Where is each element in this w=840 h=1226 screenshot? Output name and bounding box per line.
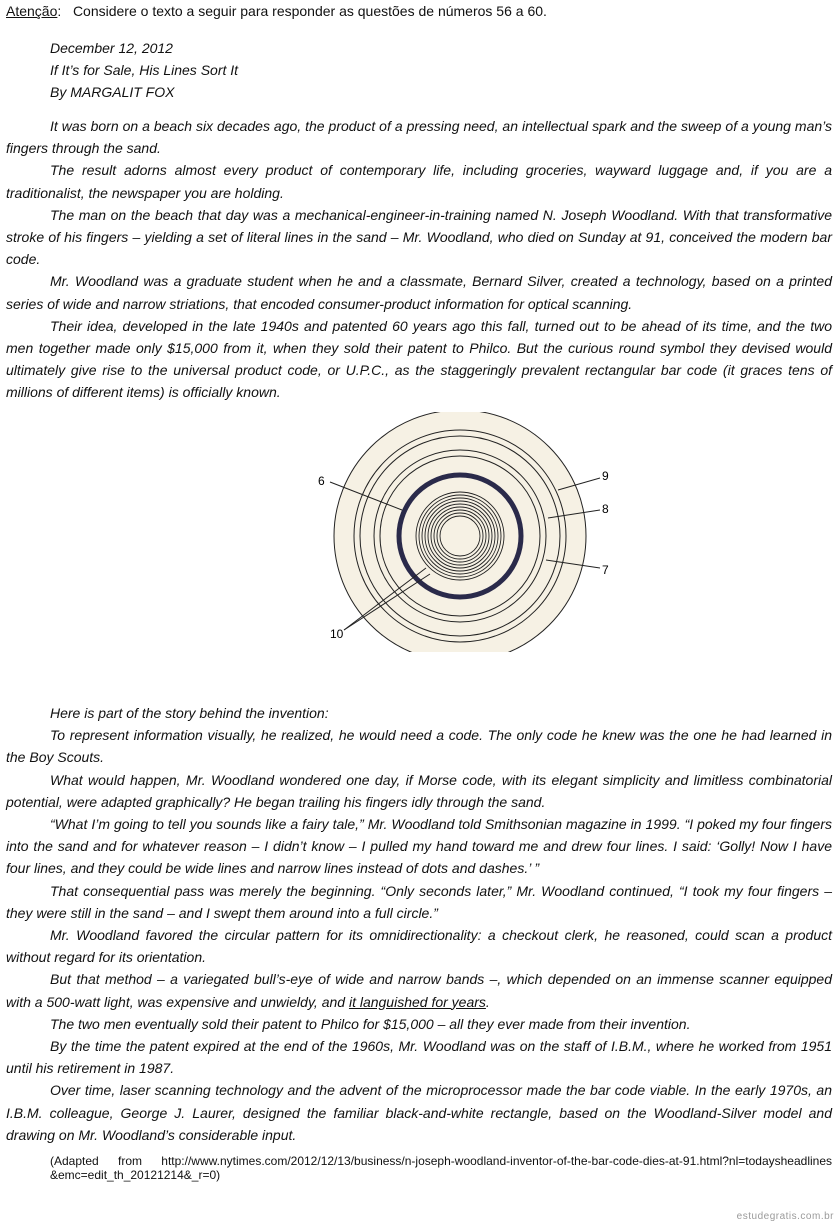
watermark: estudegratis.com.br (736, 1211, 834, 1222)
article-header (50, 37, 238, 103)
exam-instruction: Atenção: Considere o texto a seguir para responder as questões de números 56 a 60. (6, 3, 547, 19)
figure-label-6: 6 (318, 474, 325, 488)
article-date: December 12, 2012 (50, 40, 173, 56)
underlined-phrase: it languished for years (348, 993, 486, 1010)
paragraph: To represent information visually, he realized, he would need a code. The only code he knew was the one he had learned in the Boy Scouts. (6, 727, 832, 766)
paragraph: The two men eventually sold their patent to Philco for $15,000 – all they ever made from their invention. (50, 1015, 691, 1032)
paragraph: “What I’m going to tell you sounds like a fairy tale,” Mr. Woodland told Smithsonian magazine in 1999. “I poked my four fingers into the sand and for whatever reason – I didn’t know – I pulled my hand toward me and drew four lines. I said: ‘Golly! Now I have four lines, and they could be wide lines and narrow lines instead of dots and dashes.’ ” (6, 816, 832, 877)
article-body-part-1 (6, 115, 832, 404)
figure-label-8: 8 (602, 502, 609, 516)
paragraph: The man on the beach that day was a mechanical-engineer-in-training named N. Joseph Woodland. With that transformative stroke of his fingers – yielding a set of literal lines in the sand – Mr. Woodland, who died on Sunday at 91, conceived the modern bar code. (6, 206, 832, 268)
paragraph: Over time, laser scanning technology and the advent of the microprocessor made the bar code viable. In the early 1970s, an I.B.M. colleague, George J. Laurer, designed the familiar black-and-white rectangle, based on the Woodland-Silver model and drawing on Mr. Woodland’s considerable input. (6, 1082, 832, 1143)
paragraph: The result adorns almost every product of contemporary life, including groceries, wayward luggage and, if you are a traditionalist, the newspaper you are holding. (6, 162, 832, 201)
figure-label-10: 10 (330, 627, 344, 641)
source-citation: (Adapted from http://www.nytimes.com/2012/12/13/business/n-joseph-woodland-inventor-of-the-bar-code-dies-at-91.html?nl=todaysheadlines &emc=edit_th_20121214&_r=0) (50, 1154, 832, 1182)
attention-label: Atenção (6, 3, 58, 19)
paragraph: It was born on a beach six decades ago, the product of a pressing need, an intellectual spark and the sweep of a young man’s fingers through the sand. (6, 118, 832, 157)
article-title: If It’s for Sale, His Lines Sort It (50, 62, 239, 78)
bullseye-barcode-figure (306, 412, 626, 652)
instruction-text: Considere o texto a seguir para responder as questões de números 56 a 60. (72, 3, 547, 19)
paragraph: What would happen, Mr. Woodland wondered one day, if Morse code, with its elegant simplicity and limitless combinatorial potential, were adapted graphically? He began trailing his fingers idly through the sand. (6, 771, 832, 810)
paragraph: Mr. Woodland favored the circular pattern for its omnidirectionality: a checkout clerk, he reasoned, could scan a product without regard for its orientation. (6, 927, 832, 966)
article-author: By MARGALIT FOX (50, 84, 175, 100)
paragraph: That consequential pass was merely the beginning. “Only seconds later,” Mr. Woodland continued, “I took my four fingers – they were still in the sand – and I swept them around into a full circle.” (6, 882, 832, 921)
paragraph: Here is part of the story behind the invention: (50, 705, 329, 721)
paragraph: By the time the patent expired at the end of the 1960s, Mr. Woodland was on the staff of I.B.M., where he worked from 1951 until his retirement in 1987. (6, 1038, 832, 1077)
paragraph-method (6, 968, 832, 1012)
method-text: But that method – a variegated bull’s-eye of wide and narrow bands –, which depended on an immense scanner equipped with a 500-watt light, was expensive and unwieldy, and (6, 971, 832, 1010)
paragraph: Their idea, developed in the late 1940s and patented 60 years ago this fall, turned out to be ahead of its time, and the two men together made only $15,000 from it, when they sold their patent to Philco. But the curious round symbol they devised would ultimately give rise to the universal product code, or U.P.C., as the staggeringly prevalent rectangular bar code (it graces tens of millions of different items) is officially known. (6, 317, 832, 401)
bullseye-diagram (306, 412, 626, 652)
figure-label-9: 9 (602, 469, 609, 483)
paragraph: Mr. Woodland was a graduate student when he and a classmate, Bernard Silver, created a technology, based on a printed series of wide and narrow striations, that encoded consumer-product information for optical scanning. (6, 273, 832, 312)
article-body-part-2 (6, 702, 832, 1146)
figure-label-7: 7 (602, 563, 609, 577)
method-text-end: . (485, 993, 490, 1010)
